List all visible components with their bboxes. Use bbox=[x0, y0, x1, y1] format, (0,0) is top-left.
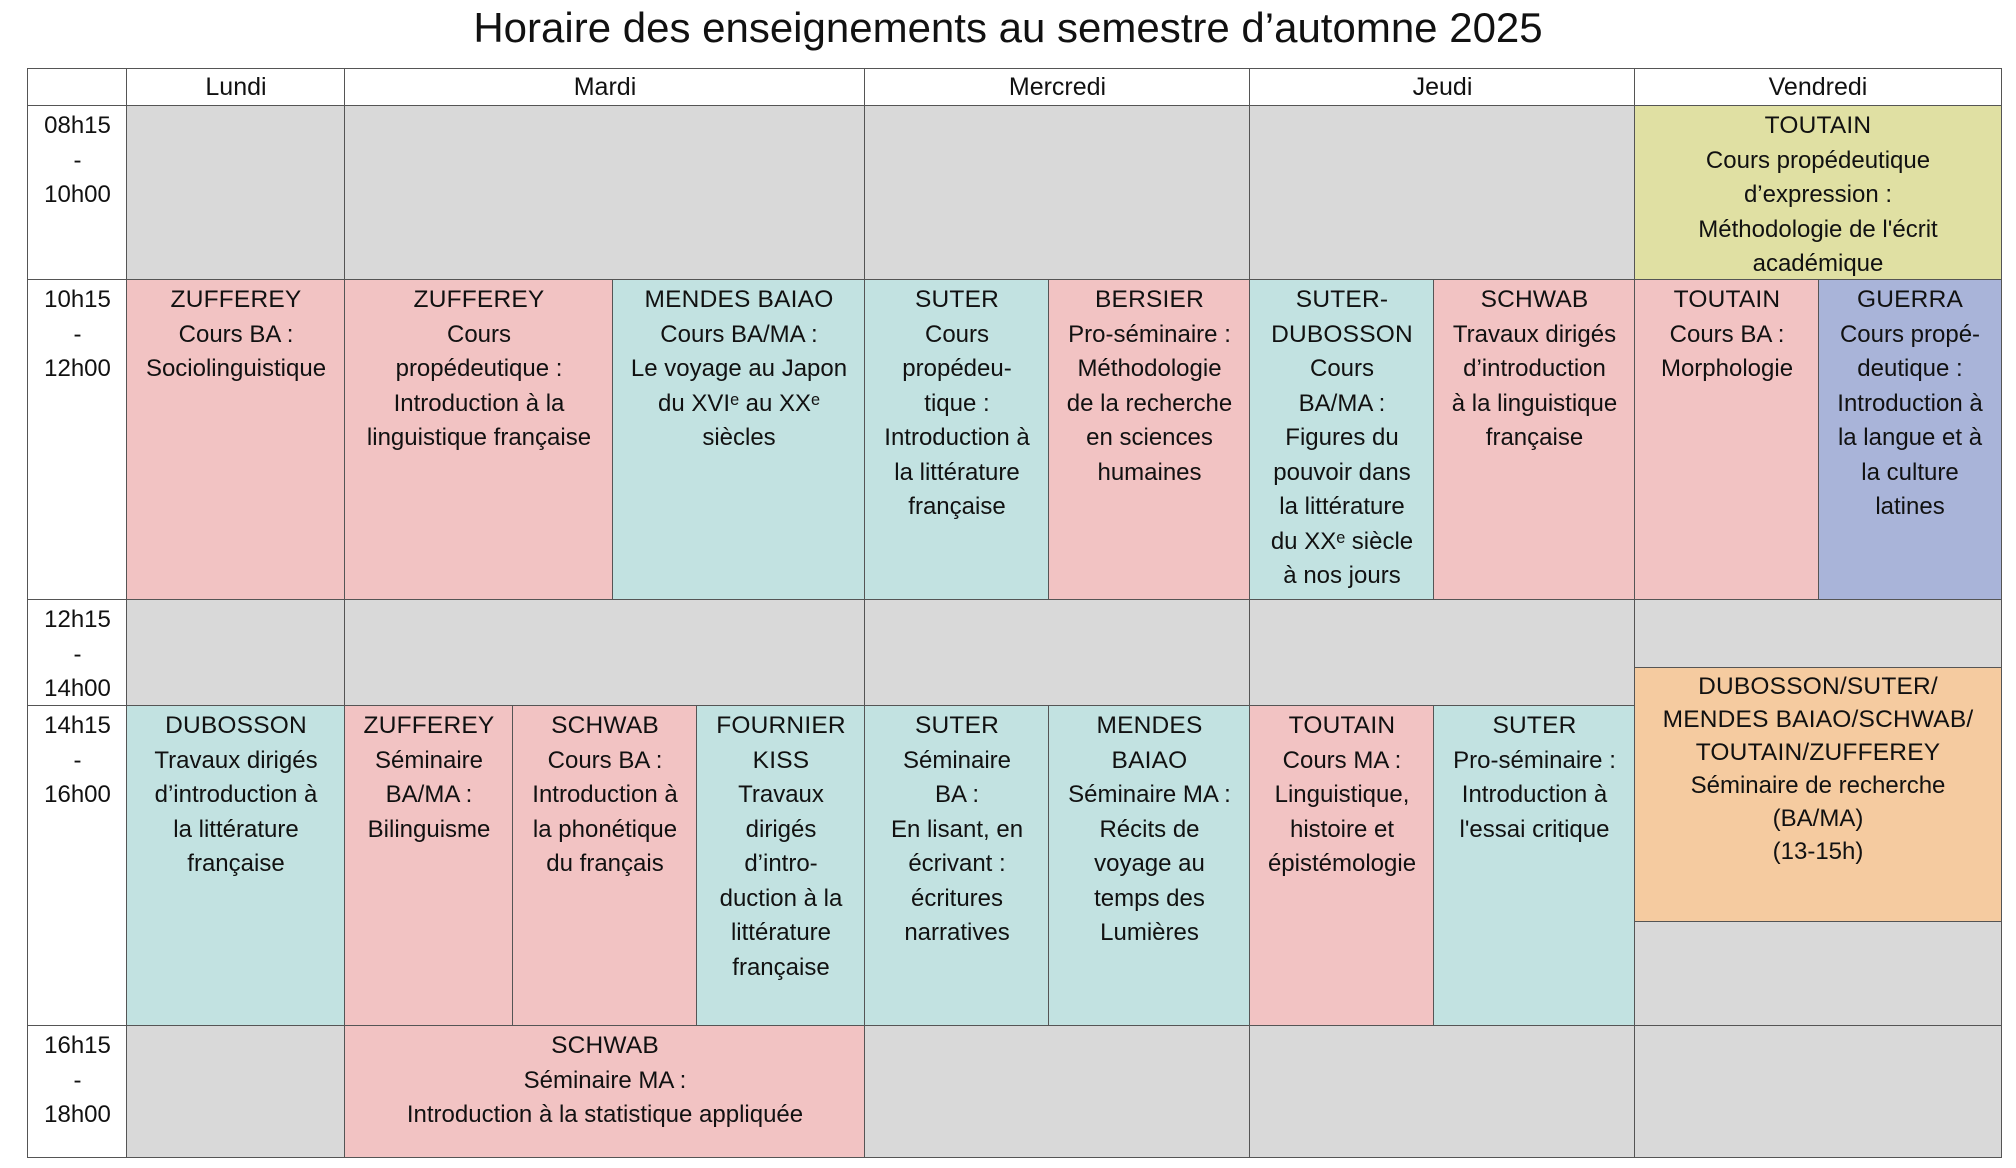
empty-slot bbox=[126, 1025, 346, 1158]
empty-slot bbox=[1249, 1025, 1636, 1158]
day-header-jeudi: Jeudi bbox=[1249, 68, 1636, 107]
course-dubosson-litterature: DUBOSSON Travaux dirigés d’introduction à la littérature française bbox=[126, 705, 346, 1027]
empty-slot bbox=[1634, 1025, 2002, 1158]
course-suter-dubosson-pouvoir: SUTER- DUBOSSON Cours BA/MA : Figures du pouvoir dans la littérature du XXᵉ siècle à nos jours bbox=[1249, 279, 1435, 601]
corner-header bbox=[27, 68, 128, 107]
empty-slot bbox=[1634, 599, 2002, 669]
day-header-mercredi: Mercredi bbox=[864, 68, 1251, 107]
course-toutain-morphologie: TOUTAIN Cours BA : Morphologie bbox=[1634, 279, 1820, 601]
course-guerra-latin: GUERRA Cours propé- deutique : Introduction à la langue et à la culture latines bbox=[1818, 279, 2002, 601]
course-schwab-statistique: SCHWAB Séminaire MA : Introduction à la statistique appliquée bbox=[344, 1025, 866, 1158]
day-header-lundi: Lundi bbox=[126, 68, 346, 107]
course-schwab-phonetique: SCHWAB Cours BA : Introduction à la phonétique du français bbox=[512, 705, 698, 1027]
empty-slot bbox=[1249, 105, 1636, 281]
empty-slot bbox=[864, 1025, 1251, 1158]
time-slot-1215: 12h15 - 14h00 bbox=[27, 599, 128, 707]
course-zufferey-linguistique: ZUFFEREY Cours propédeutique : Introduction à la linguistique française bbox=[344, 279, 614, 601]
empty-slot bbox=[1634, 921, 2002, 1027]
empty-slot bbox=[344, 105, 866, 281]
time-slot-0815: 08h15 - 10h00 bbox=[27, 105, 128, 281]
course-suter-essai: SUTER Pro-séminaire : Introduction à l'essai critique bbox=[1433, 705, 1636, 1027]
empty-slot bbox=[864, 599, 1251, 707]
course-schwab-linguistique: SCHWAB Travaux dirigés d’introduction à la linguistique française bbox=[1433, 279, 1636, 601]
course-bersier-methodologie: BERSIER Pro-séminaire : Méthodologie de la recherche en sciences humaines bbox=[1048, 279, 1251, 601]
page-title: Horaire des enseignements au semestre d’automne 2025 bbox=[473, 4, 1543, 51]
empty-slot bbox=[126, 599, 346, 707]
empty-slot bbox=[126, 105, 346, 281]
empty-slot bbox=[344, 599, 866, 707]
course-mendes-baiao-japon: MENDES BAIAO Cours BA/MA : Le voyage au Japon du XVIᵉ au XXᵉ siècles bbox=[612, 279, 866, 601]
empty-slot bbox=[1249, 599, 1636, 707]
schedule-table bbox=[27, 68, 1999, 1158]
course-suter-ecritures: SUTER Séminaire BA : En lisant, en écrivant : écritures narratives bbox=[864, 705, 1050, 1027]
empty-slot bbox=[864, 105, 1251, 281]
time-slot-1015: 10h15 - 12h00 bbox=[27, 279, 128, 601]
course-seminaire-recherche: DUBOSSON/SUTER/ MENDES BAIAO/SCHWAB/ TOUTAIN/ZUFFEREY Séminaire de recherche (BA/MA) (13-15h) bbox=[1634, 667, 2002, 923]
time-slot-1615: 16h15 - 18h00 bbox=[27, 1025, 128, 1158]
day-header-mardi: Mardi bbox=[344, 68, 866, 107]
course-zufferey-bilinguisme: ZUFFEREY Séminaire BA/MA : Bilinguisme bbox=[344, 705, 514, 1027]
course-toutain-expression: TOUTAIN Cours propédeutique d’expression : Méthodologie de l'écrit académique bbox=[1634, 105, 2002, 281]
course-zufferey-sociolinguistique: ZUFFEREY Cours BA : Sociolinguistique bbox=[126, 279, 346, 601]
course-toutain-epistemologie: TOUTAIN Cours MA : Linguistique, histoire et épistémologie bbox=[1249, 705, 1435, 1027]
course-mendes-baiao-lumieres: MENDES BAIAO Séminaire MA : Récits de voyage au temps des Lumières bbox=[1048, 705, 1251, 1027]
day-header-vendredi: Vendredi bbox=[1634, 68, 2002, 107]
course-fournier-kiss-litterature: FOURNIER KISS Travaux dirigés d’intro- duction à la littérature française bbox=[696, 705, 866, 1027]
time-slot-1415: 14h15 - 16h00 bbox=[27, 705, 128, 1027]
course-suter-litterature: SUTER Cours propédeu- tique : Introduction à la littérature française bbox=[864, 279, 1050, 601]
